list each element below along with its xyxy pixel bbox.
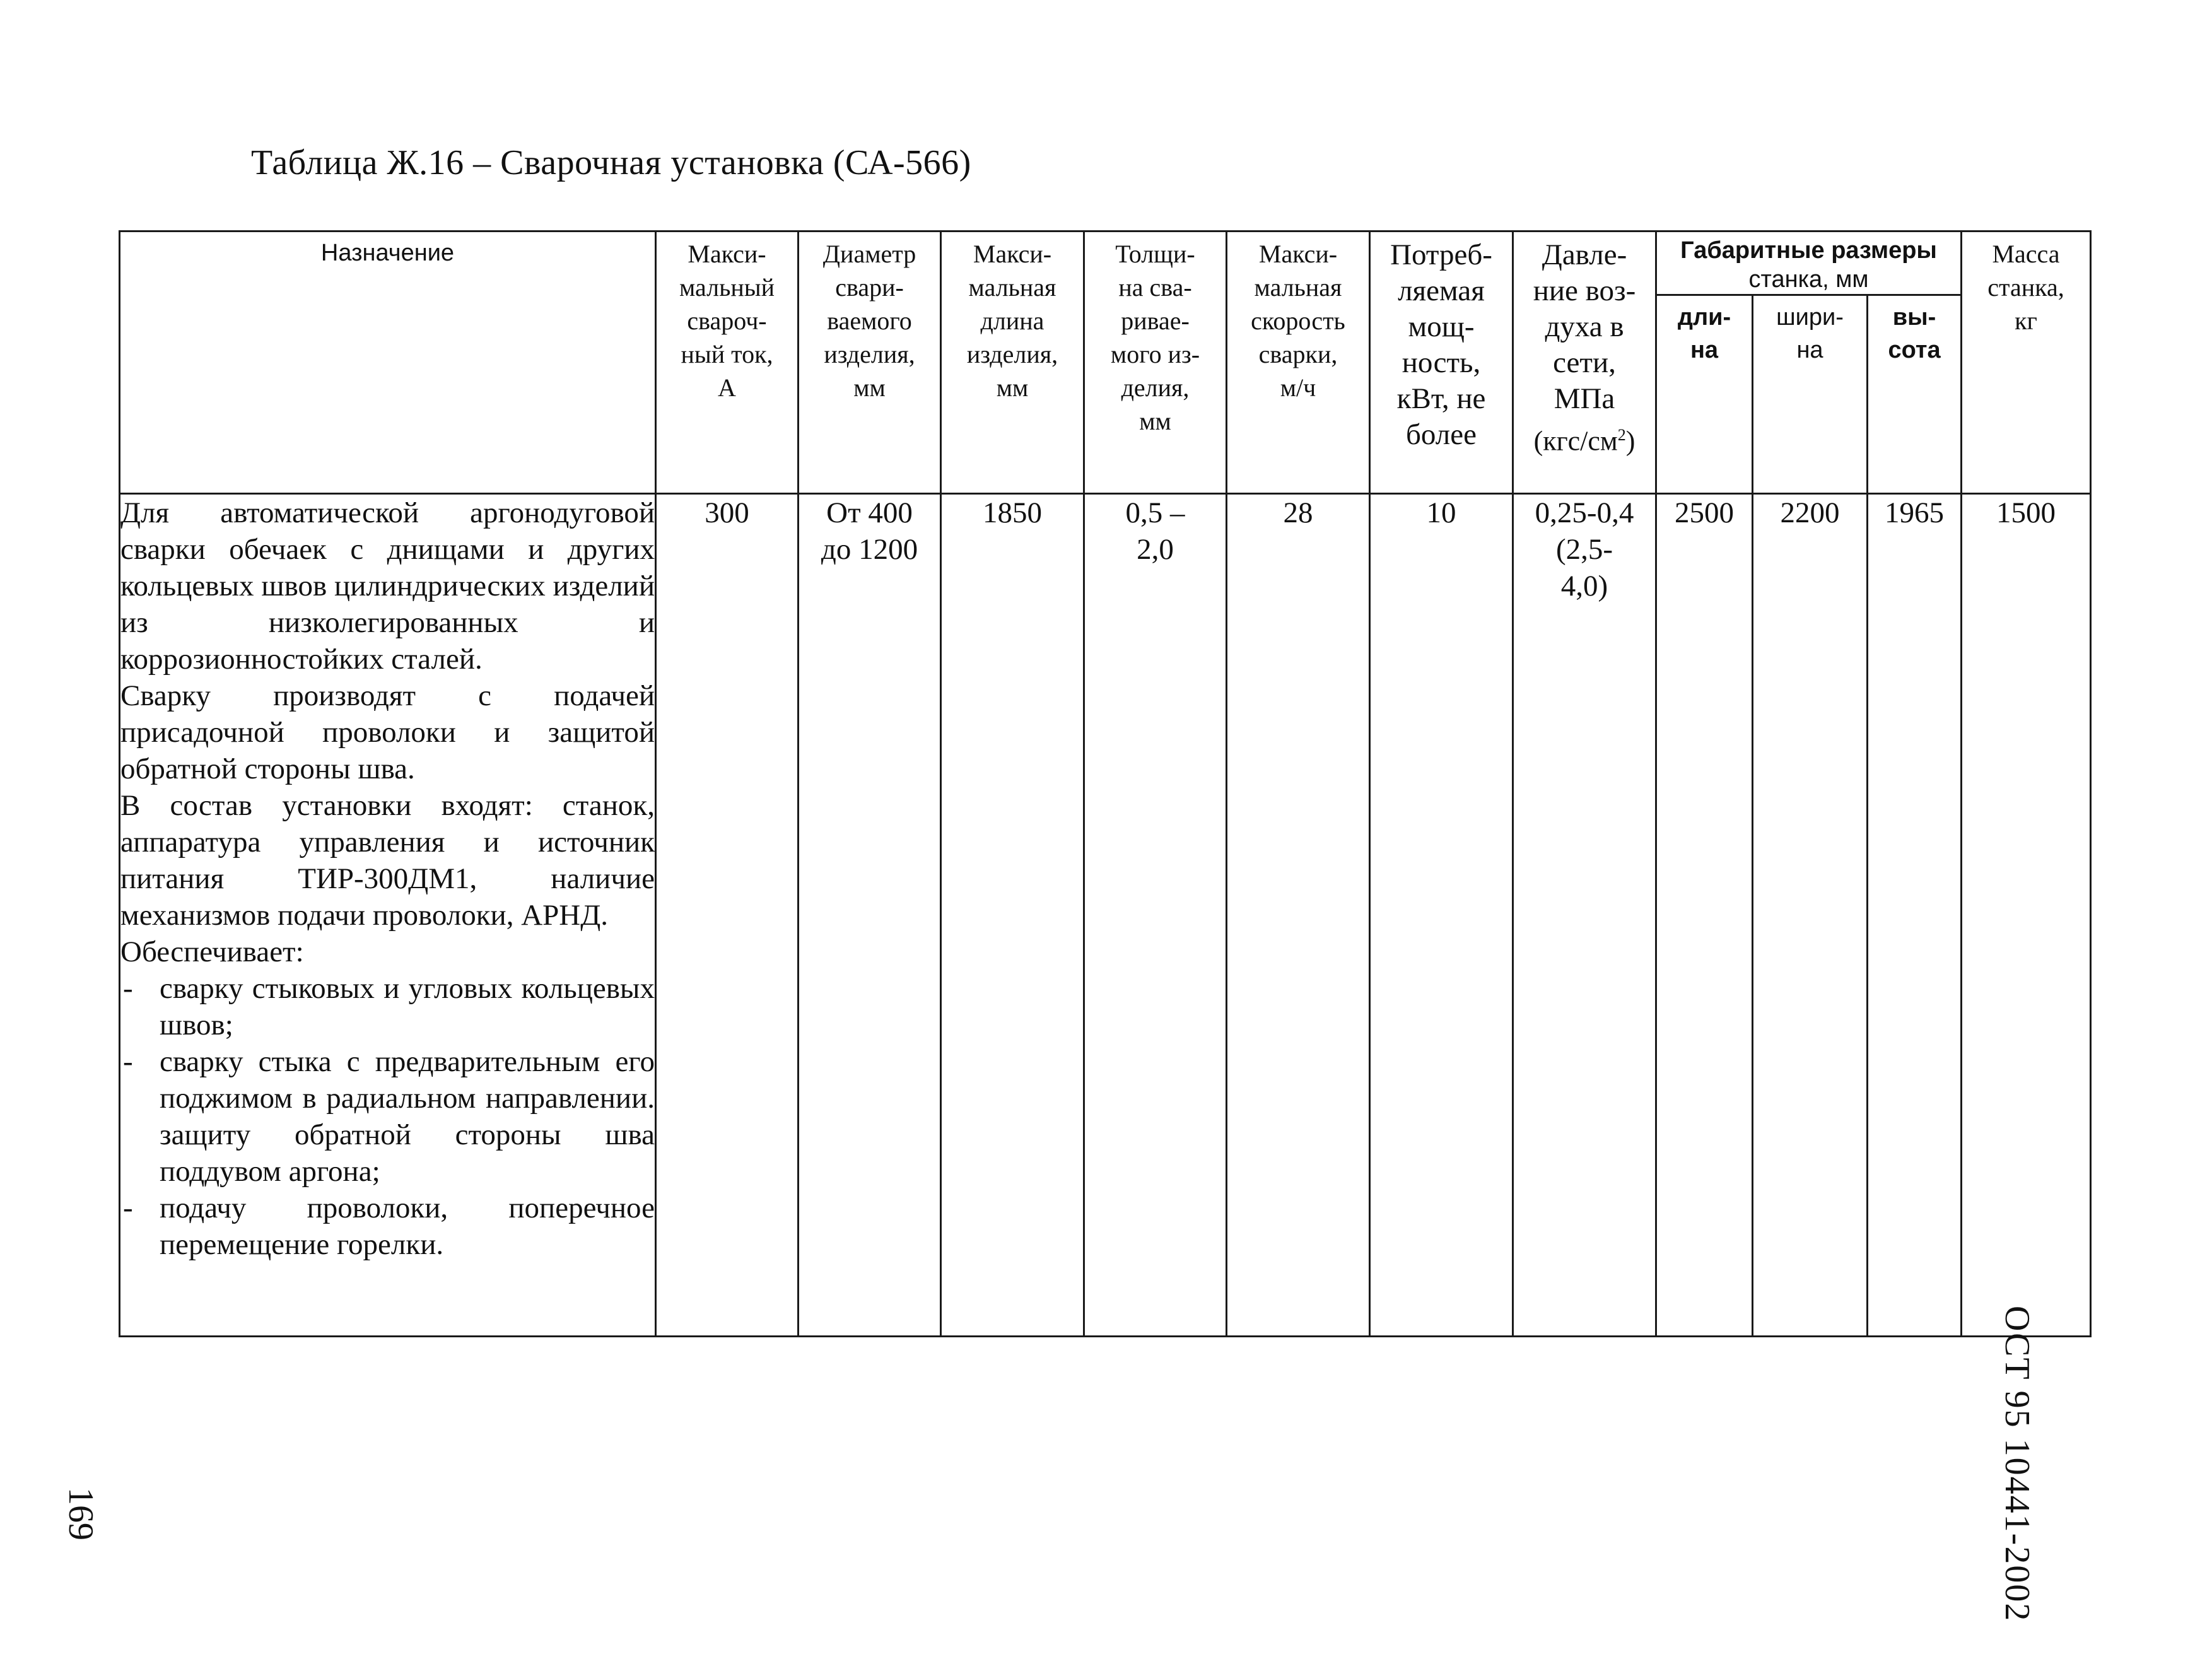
purpose-list-item: - сварку стыка с предварительным его поджимом в радиальном направлении. защиту обратной стороны шва поддувом аргона; [120, 1043, 655, 1190]
header-dimensions-group [1656, 232, 1962, 295]
cell-line: Макси- [688, 240, 766, 268]
value-max-current: 300 [656, 494, 799, 1337]
cell-line: свари- [835, 273, 904, 302]
cell-line: 0,5 – [1125, 496, 1185, 529]
cell-line: 2,0 [1137, 533, 1174, 566]
cell-line: духа в [1545, 310, 1624, 343]
purpose-paragraph: В состав установки входят: станок, аппаратура управления и источник питания ТИР-300ДМ1, наличие механизмов подачи проволоки, АРНД. [120, 789, 655, 932]
cell-line: ность, [1402, 346, 1481, 379]
spec-table [119, 230, 2092, 1337]
value-height: 1965 [1868, 494, 1962, 1337]
cell-line: ляемая [1398, 274, 1485, 307]
page-number [57, 1487, 101, 1563]
cell-line: мальная [968, 273, 1056, 302]
value-power: 10 [1370, 494, 1513, 1337]
cell-line: МПа [1554, 382, 1615, 415]
purpose-paragraph: Для автоматической аргонодуговой сварки обечаек с днищами и других кольцевых швов цилиндрических изделий из низколегированных и коррозионностойких сталей. [120, 496, 655, 676]
header-thickness [1084, 232, 1227, 494]
purpose-list-item: - подачу проволоки, поперечное перемещение горелки. [120, 1190, 655, 1263]
cell-line: мощ- [1408, 310, 1475, 343]
cell-line: сота [1888, 337, 1941, 363]
value-max-length: 1850 [941, 494, 1084, 1337]
cell-line: изделия, [824, 340, 915, 368]
cell-line: ривае- [1121, 307, 1190, 335]
cell-line: свароч- [687, 307, 767, 335]
cell-line: мальная [1254, 273, 1342, 302]
cell-line: ваемого [827, 307, 912, 335]
cell-line: на [1690, 337, 1719, 363]
cell-line: (2,5- [1555, 533, 1613, 566]
header-height [1868, 295, 1962, 494]
cell-line: изделия, [966, 340, 1058, 368]
header-pressure-lines [1514, 237, 1655, 417]
cell-line: Масса [1992, 240, 2060, 268]
value-pressure [1513, 494, 1656, 1337]
cell-line: до 1200 [821, 533, 918, 566]
standard-code-text: ОСТ 95 10441-2002 [1998, 1306, 2037, 1622]
cell-line: Макси- [973, 240, 1052, 268]
cell-line: кВт, не [1396, 382, 1486, 415]
cell-line: скорость [1251, 307, 1345, 335]
cell-line: Потреб- [1390, 238, 1492, 271]
cell-line: Давле- [1542, 238, 1627, 271]
cell-line: мм [853, 373, 886, 402]
value-max-speed: 28 [1227, 494, 1370, 1337]
header-max-speed [1227, 232, 1370, 494]
cell-line: мм [1139, 407, 1171, 435]
header-purpose: Назначение [120, 232, 656, 494]
cell-line: 4,0) [1560, 570, 1608, 602]
purpose-cell [120, 494, 656, 1337]
standard-code [1993, 1306, 2037, 1659]
header-max-current [656, 232, 799, 494]
pressure-unit-sup: 2 [1617, 426, 1626, 444]
cell-line: на [1796, 337, 1823, 363]
cell-line: делия, [1121, 373, 1190, 402]
pressure-unit-end: ) [1625, 425, 1636, 457]
cell-line: вы- [1892, 304, 1936, 331]
cell-line: От 400 [826, 496, 913, 529]
cell-line: А [718, 373, 736, 402]
header-max-length [941, 232, 1084, 494]
cell-line: 0,25-0,4 [1535, 496, 1634, 529]
header-mass [1962, 232, 2091, 494]
data-row [120, 494, 2091, 1337]
value-mass: 1500 [1962, 494, 2091, 1337]
cell-line: сети, [1553, 346, 1616, 379]
cell-line: на сва- [1118, 273, 1192, 302]
pressure-unit-base: (кгс/см [1533, 425, 1618, 457]
page-number-text: 169 [61, 1487, 100, 1540]
value-length: 2500 [1656, 494, 1753, 1337]
header-diameter [799, 232, 941, 494]
cell-line: более [1406, 418, 1477, 451]
table-title: Таблица Ж.16 – Сварочная установка (СА-566) [251, 143, 971, 182]
cell-line: кг [2015, 307, 2037, 335]
header-width [1753, 295, 1868, 494]
cell-line: станка, [1987, 273, 2064, 302]
cell-line: сварки, [1258, 340, 1338, 368]
cell-line: мм [996, 373, 1029, 402]
cell-line: мого из- [1110, 340, 1200, 368]
cell-line: Диаметр [822, 240, 916, 268]
purpose-paragraph: Обеспечивает: [120, 935, 304, 968]
cell-line: Габаритные размеры [1680, 237, 1937, 264]
purpose-paragraph: Сварку производят с подачей присадочной проволоки и защитой обратной стороны шва. [120, 679, 655, 785]
cell-line: ние воз- [1533, 274, 1636, 307]
header-power [1370, 232, 1513, 494]
cell-line: мальный [679, 273, 775, 302]
header-pressure [1513, 232, 1656, 494]
cell-line: Макси- [1258, 240, 1338, 268]
header-length [1656, 295, 1753, 494]
purpose-paragraphs [120, 495, 655, 970]
value-width: 2200 [1753, 494, 1868, 1337]
cell-line: дли- [1677, 304, 1731, 331]
header-pressure-unit [1514, 417, 1655, 459]
cell-line: Толщи- [1115, 240, 1195, 268]
cell-line: длина [980, 307, 1045, 335]
purpose-list-item: - сварку стыковых и угловых кольцевых швов; [120, 970, 655, 1043]
cell-line: станка, мм [1748, 266, 1869, 293]
purpose-list [120, 970, 655, 1263]
cell-line: шири- [1776, 304, 1844, 331]
header-row-1 [120, 232, 2091, 295]
cell-line: м/ч [1280, 373, 1316, 402]
value-thickness [1084, 494, 1227, 1337]
value-diameter [799, 494, 941, 1337]
cell-line: ный ток, [681, 340, 773, 368]
